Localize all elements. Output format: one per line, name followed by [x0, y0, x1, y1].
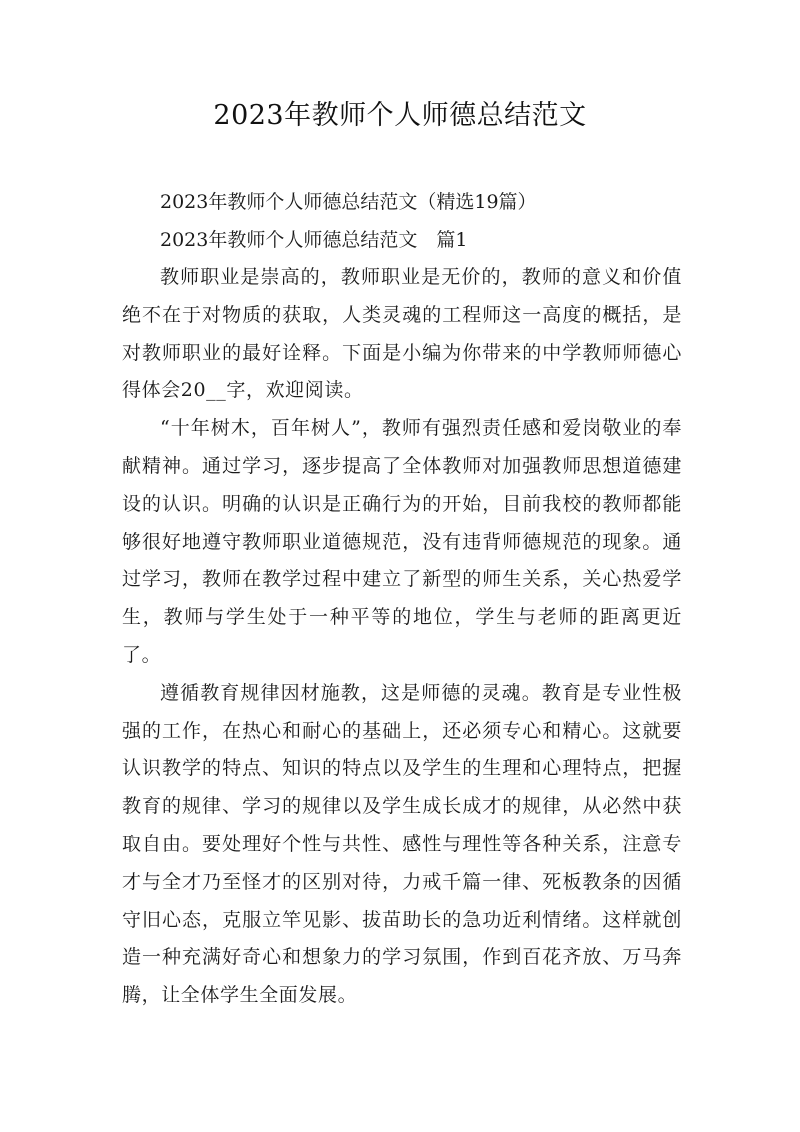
document-subtitle: 2023年教师个人师德总结范文（精选19篇）	[160, 191, 537, 213]
paragraph: “十年树木，百年树人”，教师有强烈责任感和爱岗敬业的奉献精神。通过学习，逐步提高了全体教师对加强教师思想道德建设的认识。明确的认识是正确行为的开始，目前我校的教师都能够很好地遵守教师职业道德规范，没有违背师德规范的现象。通过学习，教师在教学过程中建立了新型的师生关系，关心热爱学生，教师与学生处于一种平等的地位，学生与老师的距离更近了。	[122, 417, 682, 666]
document-body	[122, 183, 682, 1015]
section-heading: 2023年教师个人师德总结范文 篇1	[160, 229, 468, 251]
paragraph: 遵循教育规律因材施教，这是师德的灵魂。教育是专业性极强的工作，在热心和耐心的基础上，还必须专心和精心。这就要认识教学的特点、知识的特点以及学生的生理和心理特点，把握教育的规律、学习的规律以及学生成长成才的规律，从必然中获取自由。要处理好个性与共性、感性与理性等各种关系，注意专才与全才乃至怪才的区别对待，力戒千篇一律、死板教条的因循守旧心态，克服立竿见影、拔苗助长的急功近利情绪。这样就创造一种充满好奇心和想象力的学习氛围，作到百花齐放、万马奔腾，让全体学生全面发展。	[122, 681, 682, 1007]
paragraph: 教师职业是崇高的，教师职业是无价的，教师的意义和价值绝不在于对物质的获取，人类灵魂的工程师这一高度的概括，是对教师职业的最好诠释。下面是小编为你带来的中学教师师德心得体会20__字，欢迎阅读。	[122, 266, 682, 402]
document-title: 2023年教师个人师德总结范文	[213, 100, 587, 131]
